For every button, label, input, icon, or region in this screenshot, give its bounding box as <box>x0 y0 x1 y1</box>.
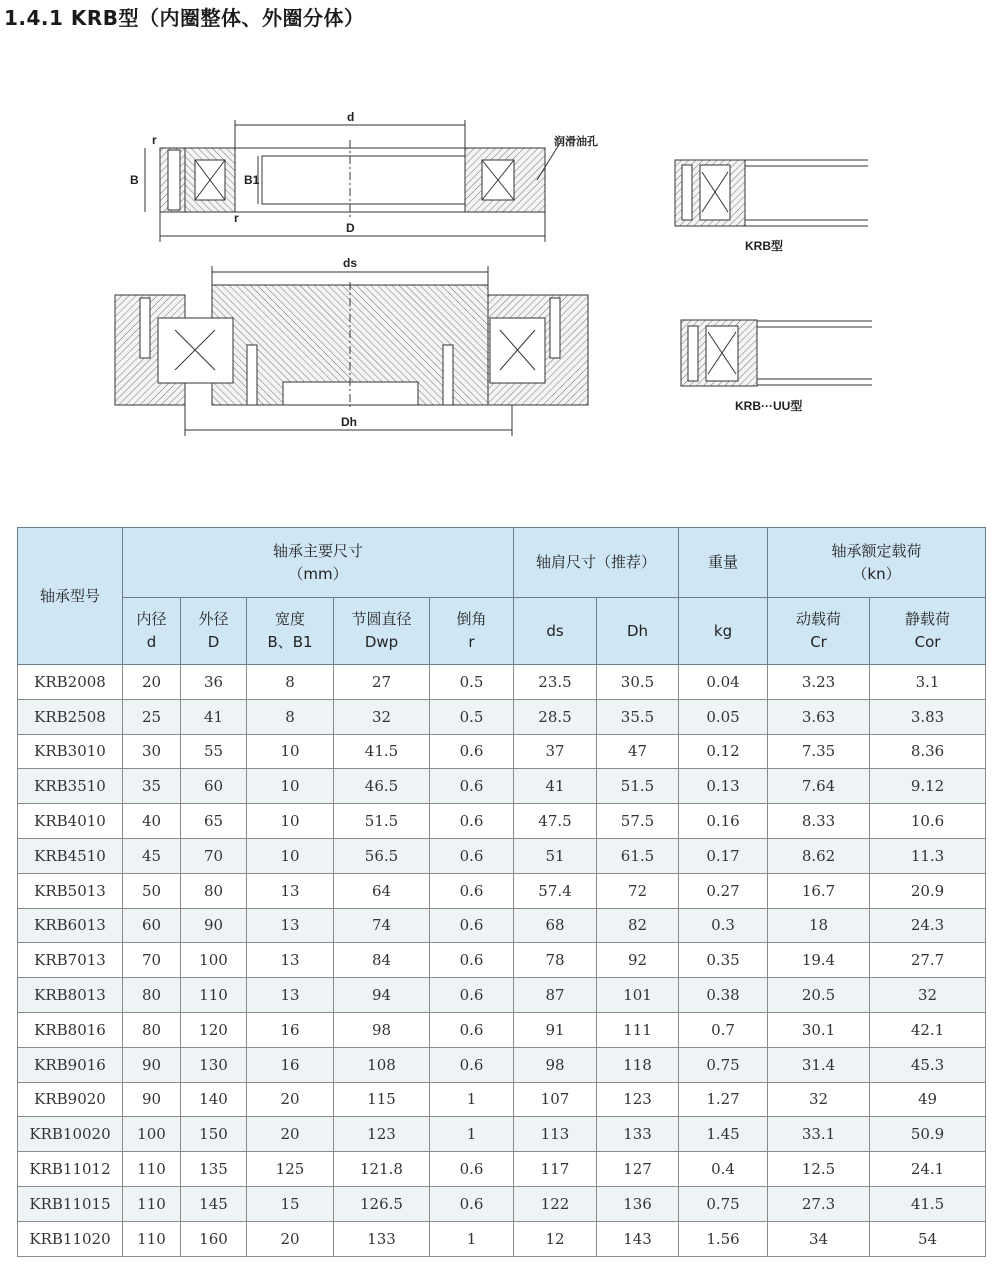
value-cell: 47.5 <box>514 804 597 839</box>
value-cell: 90 <box>123 1082 181 1117</box>
value-cell: 10 <box>247 734 334 769</box>
value-cell: 20.9 <box>870 873 986 908</box>
table-row <box>18 734 986 769</box>
dim-r-bottom-label: r <box>234 211 239 225</box>
subheader-symbol: kg <box>713 621 733 640</box>
value-cell: 0.6 <box>430 734 514 769</box>
model-cell: KRB4510 <box>18 838 123 873</box>
value-cell: 64 <box>334 873 430 908</box>
value-cell: 107 <box>514 1082 597 1117</box>
value-cell: 90 <box>123 1047 181 1082</box>
value-cell: 13 <box>247 943 334 978</box>
value-cell: 60 <box>123 908 181 943</box>
value-cell: 110 <box>123 1186 181 1221</box>
subheader-cell <box>870 598 986 665</box>
model-cell: KRB2008 <box>18 665 123 700</box>
subheader-cell <box>247 598 334 665</box>
subheader-label: 节圆直径 <box>351 610 412 628</box>
value-cell: 1 <box>430 1117 514 1152</box>
value-cell: 50.9 <box>870 1117 986 1152</box>
value-cell: 0.7 <box>679 1012 768 1047</box>
value-cell: 1 <box>430 1082 514 1117</box>
value-cell: 30.5 <box>597 665 679 700</box>
value-cell: 16.7 <box>768 873 870 908</box>
model-cell: KRB9016 <box>18 1047 123 1082</box>
krb-type-label: KRB型 <box>745 239 783 253</box>
value-cell: 0.6 <box>430 769 514 804</box>
header-weight: 重量 <box>679 528 768 598</box>
table-row <box>18 908 986 943</box>
value-cell: 91 <box>514 1012 597 1047</box>
model-cell: KRB8016 <box>18 1012 123 1047</box>
value-cell: 51 <box>514 838 597 873</box>
value-cell: 0.27 <box>679 873 768 908</box>
model-cell: KRB6013 <box>18 908 123 943</box>
value-cell: 24.3 <box>870 908 986 943</box>
value-cell: 32 <box>768 1082 870 1117</box>
value-cell: 0.35 <box>679 943 768 978</box>
value-cell: 41 <box>514 769 597 804</box>
value-cell: 0.6 <box>430 1047 514 1082</box>
model-cell: KRB11012 <box>18 1152 123 1187</box>
model-cell: KRB3510 <box>18 769 123 804</box>
value-cell: 0.6 <box>430 908 514 943</box>
value-cell: 23.5 <box>514 665 597 700</box>
value-cell: 54 <box>870 1221 986 1256</box>
krb-uu-type-label: KRB···UU型 <box>735 399 803 413</box>
value-cell: 1 <box>430 1221 514 1256</box>
value-cell: 140 <box>181 1082 247 1117</box>
value-cell: 82 <box>597 908 679 943</box>
value-cell: 74 <box>334 908 430 943</box>
value-cell: 0.12 <box>679 734 768 769</box>
value-cell: 98 <box>514 1047 597 1082</box>
model-cell: KRB8013 <box>18 978 123 1013</box>
subheader-symbol: Dh <box>626 621 649 640</box>
value-cell: 25 <box>123 699 181 734</box>
subheader-symbol: ds <box>546 621 564 640</box>
value-cell: 3.1 <box>870 665 986 700</box>
value-cell: 57.4 <box>514 873 597 908</box>
value-cell: 8 <box>247 665 334 700</box>
value-cell: 49 <box>870 1082 986 1117</box>
value-cell: 50 <box>123 873 181 908</box>
value-cell: 30 <box>123 734 181 769</box>
value-cell: 42.1 <box>870 1012 986 1047</box>
value-cell: 45 <box>123 838 181 873</box>
table-row <box>18 1117 986 1152</box>
table-row <box>18 804 986 839</box>
value-cell: 100 <box>123 1117 181 1152</box>
value-cell: 98 <box>334 1012 430 1047</box>
value-cell: 0.6 <box>430 978 514 1013</box>
value-cell: 10 <box>247 804 334 839</box>
value-cell: 8.33 <box>768 804 870 839</box>
value-cell: 65 <box>181 804 247 839</box>
header-main-dims <box>123 528 514 598</box>
value-cell: 20 <box>123 665 181 700</box>
subheader-label: 动载荷 <box>796 610 842 628</box>
value-cell: 108 <box>334 1047 430 1082</box>
value-cell: 80 <box>123 1012 181 1047</box>
value-cell: 0.3 <box>679 908 768 943</box>
model-cell: KRB9020 <box>18 1082 123 1117</box>
table-row <box>18 665 986 700</box>
value-cell: 10 <box>247 838 334 873</box>
value-cell: 125 <box>247 1152 334 1187</box>
table-row <box>18 838 986 873</box>
value-cell: 32 <box>870 978 986 1013</box>
table-row <box>18 943 986 978</box>
value-cell: 145 <box>181 1186 247 1221</box>
value-cell: 133 <box>334 1221 430 1256</box>
value-cell: 11.3 <box>870 838 986 873</box>
subheader-symbol: d <box>146 633 157 651</box>
subheader-cell <box>514 598 597 665</box>
value-cell: 61.5 <box>597 838 679 873</box>
value-cell: 130 <box>181 1047 247 1082</box>
value-cell: 15 <box>247 1186 334 1221</box>
value-cell: 110 <box>181 978 247 1013</box>
value-cell: 55 <box>181 734 247 769</box>
subheader-label: 倒角 <box>456 610 487 628</box>
value-cell: 1.27 <box>679 1082 768 1117</box>
value-cell: 35.5 <box>597 699 679 734</box>
value-cell: 8.62 <box>768 838 870 873</box>
value-cell: 87 <box>514 978 597 1013</box>
value-cell: 20 <box>247 1221 334 1256</box>
subheader-symbol: Cor <box>914 633 941 651</box>
model-cell: KRB10020 <box>18 1117 123 1152</box>
value-cell: 7.64 <box>768 769 870 804</box>
header-load-unit: （kn） <box>852 564 901 583</box>
value-cell: 80 <box>123 978 181 1013</box>
value-cell: 51.5 <box>597 769 679 804</box>
lube-hole-label: 润滑油孔 <box>554 136 598 148</box>
value-cell: 0.17 <box>679 838 768 873</box>
subheader-cell <box>768 598 870 665</box>
header-load <box>768 528 986 598</box>
model-cell: KRB11015 <box>18 1186 123 1221</box>
value-cell: 133 <box>597 1117 679 1152</box>
model-cell: KRB3010 <box>18 734 123 769</box>
model-cell: KRB11020 <box>18 1221 123 1256</box>
header-main-dims-label: 轴承主要尺寸 <box>272 541 363 560</box>
table-row <box>18 1186 986 1221</box>
technical-drawings <box>0 95 1000 445</box>
value-cell: 18 <box>768 908 870 943</box>
subheader-cell <box>597 598 679 665</box>
value-cell: 19.4 <box>768 943 870 978</box>
value-cell: 123 <box>597 1082 679 1117</box>
subheader-label: 外径 <box>198 610 229 628</box>
value-cell: 117 <box>514 1152 597 1187</box>
subheader-cell <box>334 598 430 665</box>
header-load-label: 轴承额定载荷 <box>831 541 922 560</box>
model-cell: KRB5013 <box>18 873 123 908</box>
dim-B1-label: B1 <box>244 173 260 187</box>
table-row <box>18 873 986 908</box>
subheader-label: 宽度 <box>274 610 305 628</box>
table-row <box>18 1221 986 1256</box>
value-cell: 127 <box>597 1152 679 1187</box>
value-cell: 16 <box>247 1047 334 1082</box>
value-cell: 110 <box>123 1221 181 1256</box>
value-cell: 100 <box>181 943 247 978</box>
value-cell: 0.6 <box>430 838 514 873</box>
value-cell: 92 <box>597 943 679 978</box>
value-cell: 0.6 <box>430 804 514 839</box>
value-cell: 10.6 <box>870 804 986 839</box>
value-cell: 56.5 <box>334 838 430 873</box>
value-cell: 84 <box>334 943 430 978</box>
value-cell: 46.5 <box>334 769 430 804</box>
value-cell: 120 <box>181 1012 247 1047</box>
value-cell: 0.75 <box>679 1047 768 1082</box>
value-cell: 30.1 <box>768 1012 870 1047</box>
krb-uu-type-drawing <box>681 320 872 413</box>
table-row <box>18 769 986 804</box>
dim-ds-label: ds <box>343 256 358 270</box>
table-row <box>18 978 986 1013</box>
bearing-section-top <box>130 110 598 242</box>
header-model: 轴承型号 <box>18 528 123 665</box>
subheader-symbol: D <box>207 633 220 651</box>
value-cell: 51.5 <box>334 804 430 839</box>
value-cell: 3.23 <box>768 665 870 700</box>
value-cell: 0.6 <box>430 943 514 978</box>
value-cell: 12.5 <box>768 1152 870 1187</box>
subheader-cell <box>123 598 181 665</box>
model-cell: KRB2508 <box>18 699 123 734</box>
value-cell: 0.5 <box>430 699 514 734</box>
value-cell: 94 <box>334 978 430 1013</box>
value-cell: 80 <box>181 873 247 908</box>
value-cell: 160 <box>181 1221 247 1256</box>
header-shoulder: 轴肩尺寸（推荐） <box>514 528 679 598</box>
value-cell: 113 <box>514 1117 597 1152</box>
value-cell: 0.13 <box>679 769 768 804</box>
value-cell: 70 <box>123 943 181 978</box>
value-cell: 118 <box>597 1047 679 1082</box>
value-cell: 0.5 <box>430 665 514 700</box>
dim-B-label: B <box>130 173 139 187</box>
value-cell: 20 <box>247 1117 334 1152</box>
value-cell: 0.6 <box>430 873 514 908</box>
value-cell: 68 <box>514 908 597 943</box>
value-cell: 34 <box>768 1221 870 1256</box>
value-cell: 24.1 <box>870 1152 986 1187</box>
value-cell: 0.38 <box>679 978 768 1013</box>
value-cell: 150 <box>181 1117 247 1152</box>
value-cell: 90 <box>181 908 247 943</box>
subheader-label: 内径 <box>136 610 167 628</box>
value-cell: 0.4 <box>679 1152 768 1187</box>
value-cell: 8 <box>247 699 334 734</box>
value-cell: 7.35 <box>768 734 870 769</box>
subheader-symbol: B、B1 <box>267 633 313 651</box>
value-cell: 0.16 <box>679 804 768 839</box>
value-cell: 121.8 <box>334 1152 430 1187</box>
value-cell: 35 <box>123 769 181 804</box>
table-row <box>18 1082 986 1117</box>
dim-d-label: d <box>347 110 355 124</box>
value-cell: 13 <box>247 908 334 943</box>
value-cell: 45.3 <box>870 1047 986 1082</box>
subheader-label: 静载荷 <box>905 610 951 628</box>
value-cell: 20 <box>247 1082 334 1117</box>
value-cell: 0.6 <box>430 1012 514 1047</box>
value-cell: 0.75 <box>679 1186 768 1221</box>
value-cell: 70 <box>181 838 247 873</box>
value-cell: 115 <box>334 1082 430 1117</box>
value-cell: 57.5 <box>597 804 679 839</box>
value-cell: 33.1 <box>768 1117 870 1152</box>
subheader-symbol: Dwp <box>364 633 399 651</box>
value-cell: 20.5 <box>768 978 870 1013</box>
bearing-section-mounted <box>115 256 588 436</box>
table-row <box>18 1047 986 1082</box>
value-cell: 111 <box>597 1012 679 1047</box>
subheader-cell <box>679 598 768 665</box>
subheader-cell <box>181 598 247 665</box>
value-cell: 28.5 <box>514 699 597 734</box>
value-cell: 8.36 <box>870 734 986 769</box>
value-cell: 41.5 <box>334 734 430 769</box>
value-cell: 3.63 <box>768 699 870 734</box>
subheader-symbol: Cr <box>810 633 827 651</box>
value-cell: 41 <box>181 699 247 734</box>
value-cell: 72 <box>597 873 679 908</box>
value-cell: 1.45 <box>679 1117 768 1152</box>
value-cell: 78 <box>514 943 597 978</box>
value-cell: 13 <box>247 873 334 908</box>
value-cell: 9.12 <box>870 769 986 804</box>
dim-Dh-label: Dh <box>341 415 357 429</box>
value-cell: 143 <box>597 1221 679 1256</box>
value-cell: 37 <box>514 734 597 769</box>
value-cell: 123 <box>334 1117 430 1152</box>
value-cell: 3.83 <box>870 699 986 734</box>
model-cell: KRB7013 <box>18 943 123 978</box>
value-cell: 122 <box>514 1186 597 1221</box>
value-cell: 27.3 <box>768 1186 870 1221</box>
value-cell: 101 <box>597 978 679 1013</box>
value-cell: 0.6 <box>430 1186 514 1221</box>
value-cell: 60 <box>181 769 247 804</box>
value-cell: 10 <box>247 769 334 804</box>
value-cell: 126.5 <box>334 1186 430 1221</box>
dim-r-top-label: r <box>152 133 157 147</box>
table-row <box>18 1012 986 1047</box>
model-cell: KRB4010 <box>18 804 123 839</box>
subheader-cell <box>430 598 514 665</box>
value-cell: 1.56 <box>679 1221 768 1256</box>
value-cell: 12 <box>514 1221 597 1256</box>
value-cell: 136 <box>597 1186 679 1221</box>
table-row <box>18 699 986 734</box>
value-cell: 0.04 <box>679 665 768 700</box>
subheader-symbol: r <box>468 633 475 651</box>
krb-type-drawing <box>675 160 868 253</box>
spec-table <box>17 527 986 1257</box>
value-cell: 47 <box>597 734 679 769</box>
value-cell: 31.4 <box>768 1047 870 1082</box>
value-cell: 41.5 <box>870 1186 986 1221</box>
value-cell: 27.7 <box>870 943 986 978</box>
value-cell: 40 <box>123 804 181 839</box>
value-cell: 36 <box>181 665 247 700</box>
table-row <box>18 1152 986 1187</box>
value-cell: 27 <box>334 665 430 700</box>
spec-table-body <box>18 665 986 1257</box>
value-cell: 135 <box>181 1152 247 1187</box>
dim-D-label: D <box>346 221 355 235</box>
page-title: 1.4.1 KRB型（内圈整体、外圈分体） <box>4 6 365 30</box>
value-cell: 110 <box>123 1152 181 1187</box>
value-cell: 13 <box>247 978 334 1013</box>
value-cell: 0.05 <box>679 699 768 734</box>
value-cell: 32 <box>334 699 430 734</box>
value-cell: 16 <box>247 1012 334 1047</box>
header-main-dims-unit: （mm） <box>288 564 348 583</box>
value-cell: 0.6 <box>430 1152 514 1187</box>
